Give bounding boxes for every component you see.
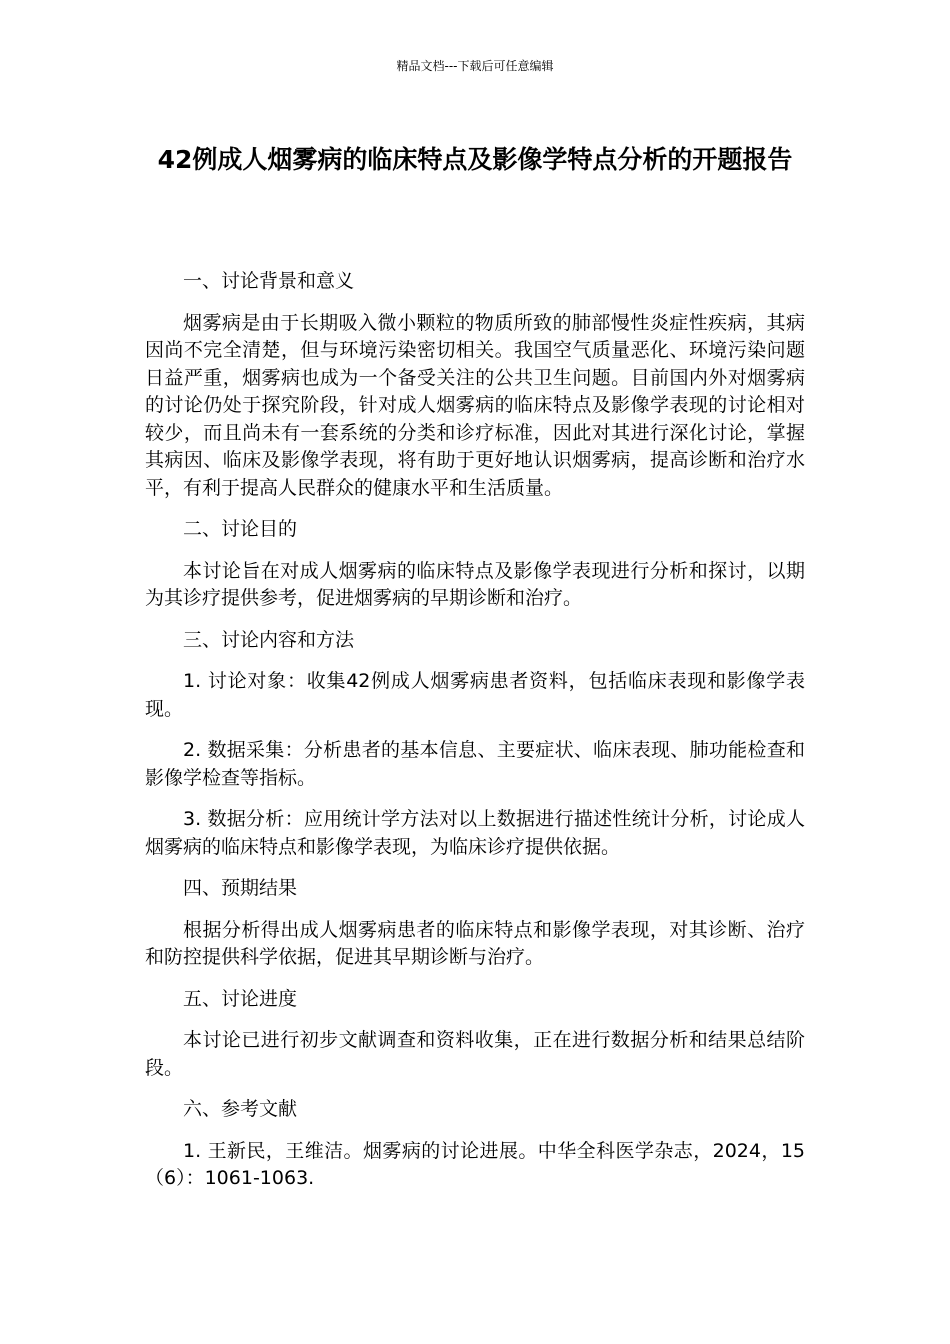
section-heading: 一、讨论背景和意义 — [183, 270, 355, 292]
section-progress — [145, 986, 805, 1083]
list-item: 3. 数据分析：应用统计学方法对以上数据进行描述性统计分析，讨论成人烟雾病的临床特点和影像学表现，为临床诊疗提供依据。 — [145, 808, 805, 858]
section-purpose — [145, 516, 805, 613]
paragraph: 烟雾病是由于长期吸入微小颗粒的物质所致的肺部慢性炎症性疾病，其病因尚不完全清楚，但与环境污染密切相关。我国空气质量恶化、环境污染问题日益严重，烟雾病也成为一个备受关注的公共卫生问题。目前国内外对烟雾病的讨论仍处于探究阶段，针对成人烟雾病的临床特点及影像学表现的讨论相对较少，而且尚未有一套系统的分类和诊疗标准，因此对其进行深化讨论，掌握其病因、临床及影像学表现，将有助于更好地认识烟雾病，提高诊断和治疗水平，有利于提高人民群众的健康水平和生活质量。 — [145, 311, 805, 499]
section-background — [145, 268, 805, 502]
list-item: 1. 讨论对象：收集42例成人烟雾病患者资料，包括临床表现和影像学表现。 — [145, 670, 805, 720]
list-item: 2. 数据采集：分析患者的基本信息、主要症状、临床表现、肺功能检查和影像学检查等指标。 — [145, 739, 805, 789]
section-heading: 二、讨论目的 — [183, 518, 298, 540]
section-heading: 五、讨论进度 — [183, 987, 298, 1010]
section-heading: 四、预期结果 — [183, 877, 298, 899]
reference-item: 1. 王新民，王维洁。烟雾病的讨论进展。中华全科医学杂志，2024，15（6）：1061-1063. — [145, 1139, 805, 1189]
section-expected-results — [145, 875, 805, 972]
header-note: 精品文档---下载后可任意编辑 — [396, 59, 554, 73]
section-heading: 六、参考文献 — [183, 1098, 298, 1120]
paragraph: 本讨论已进行初步文献调查和资料收集，正在进行数据分析和结果总结阶段。 — [145, 1029, 805, 1079]
paragraph: 本讨论旨在对成人烟雾病的临床特点及影像学表现进行分析和探讨，以期为其诊疗提供参考，促进烟雾病的早期诊断和治疗。 — [145, 559, 805, 609]
section-content-methods — [145, 627, 805, 862]
section-references — [145, 1096, 805, 1193]
section-heading: 三、讨论内容和方法 — [183, 628, 355, 651]
document-title: 42例成人烟雾病的临床特点及影像学特点分析的开题报告 — [157, 145, 793, 174]
paragraph: 根据分析得出成人烟雾病患者的临床特点和影像学表现，对其诊断、治疗和防控提供科学依据，促进其早期诊断与治疗。 — [145, 918, 805, 968]
document-body — [145, 268, 805, 1207]
